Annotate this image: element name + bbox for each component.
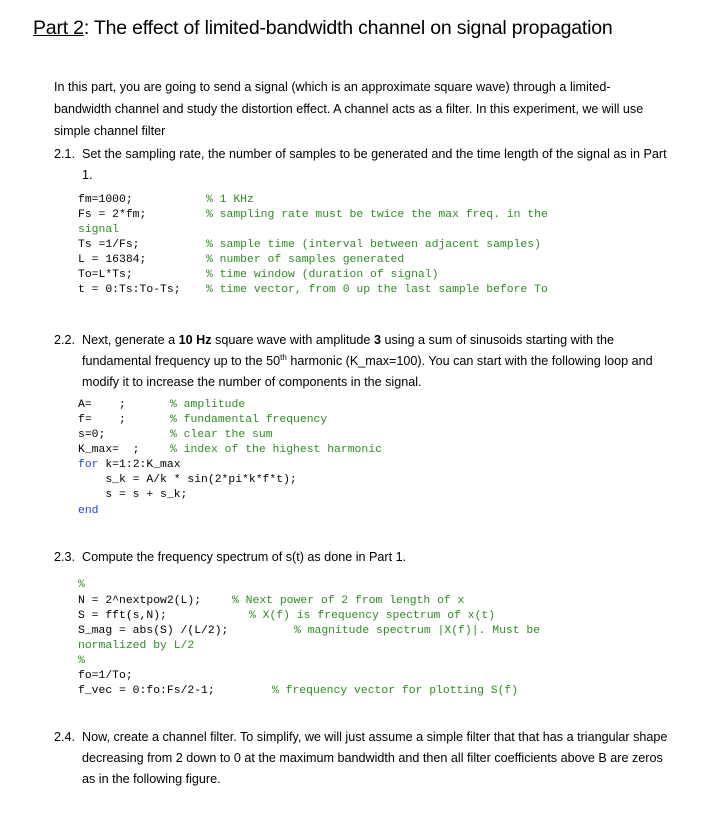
code-line: s_k = A/k * sin(2*pi*k*f*t); xyxy=(78,474,297,486)
code-line: A= ; xyxy=(78,399,126,411)
section-2-4 xyxy=(54,727,674,793)
code-line: Ts =1/Fs; xyxy=(78,239,140,251)
section-2-2 xyxy=(54,330,674,394)
code-line: Fs = 2*fm; xyxy=(78,209,147,221)
code-comment: % sampling rate must be twice the max freq. in the xyxy=(206,209,548,221)
code-line: fm=1000; xyxy=(78,194,133,206)
section-text: Now, create a channel filter. To simplify, we will just assume a simple filter that that has a triangular shape decreasing from 2 down to 0 at the maximum bandwidth and then all filter coefficients above B are zeros as in the following figure. xyxy=(82,730,668,786)
section-number: 2.3. xyxy=(54,550,76,564)
code-line: To=L*Ts; xyxy=(78,269,133,281)
intro-paragraph: In this part, you are going to send a signal (which is an approximate square wave) through a limited-bandwidth channel and study the distortion effect. A channel acts as a filter. In this experiment, we will use simple channel filter xyxy=(54,80,644,138)
code-line: s = s + s_k; xyxy=(78,489,188,501)
code-line: N = 2^nextpow2(L); xyxy=(78,595,202,607)
code-comment: % fundamental frequency xyxy=(170,414,328,426)
section-text: Set the sampling rate, the number of samples to be generated and the time length of the signal as in Part 1. xyxy=(82,147,667,182)
code-line: f_vec = 0:fo:Fs/2-1; xyxy=(78,685,215,697)
code-comment: % time vector, from 0 up the last sample before To xyxy=(206,284,548,296)
code-comment: % amplitude xyxy=(170,399,246,411)
code-comment: % clear the sum xyxy=(170,429,273,441)
code-line: t = 0:Ts:To-Ts; xyxy=(78,284,181,296)
code-line: signal xyxy=(78,224,120,236)
title-text: : The effect of limited-bandwidth channel on signal propagation xyxy=(83,17,613,39)
section-number: 2.1. xyxy=(54,147,76,161)
code-line: S_mag = abs(S) /(L/2); xyxy=(78,625,229,637)
code-line: for k=1:2:K_max xyxy=(78,459,181,471)
code-comment: % Next power of 2 from length of x xyxy=(232,595,465,607)
section-number: 2.2. xyxy=(54,333,76,347)
code-comment: % time window (duration of signal) xyxy=(206,269,439,281)
section-2-3 xyxy=(54,547,674,569)
code-line: normalized by L/2 xyxy=(78,640,195,652)
code-comment: % index of the highest harmonic xyxy=(170,444,382,456)
code-line: % xyxy=(78,655,85,667)
code-comment: % number of samples generated xyxy=(206,254,405,266)
page-title xyxy=(33,17,613,40)
code-line: S = fft(s,N); xyxy=(78,610,167,622)
section-2-1 xyxy=(54,144,674,188)
code-comment: % frequency vector for plotting S(f) xyxy=(272,685,519,697)
code-line: % xyxy=(78,579,85,591)
part-label: Part 2 xyxy=(33,17,84,39)
code-comment: % X(f) is frequency spectrum of x(t) xyxy=(249,610,496,622)
section-text: Compute the frequency spectrum of s(t) as done in Part 1. xyxy=(82,550,407,564)
code-comment: % sample time (interval between adjacent samples) xyxy=(206,239,541,251)
code-comment: % magnitude spectrum |X(f)|. Must be xyxy=(294,625,541,637)
code-comment: % 1 KHz xyxy=(206,194,254,206)
code-line: L = 16384; xyxy=(78,254,147,266)
code-line: fo=1/To; xyxy=(78,670,133,682)
section-text: Next, generate a 10 Hz square wave with amplitude 3 using a sum of sinusoids starting with the fundamental frequency up to the 50th harmonic (K_max=100). You can start with the following loop and modify it to increase the number of components in the signal. xyxy=(82,333,653,389)
code-line: K_max= ; xyxy=(78,444,140,456)
code-line: end xyxy=(78,505,99,517)
code-line: s=0; xyxy=(78,429,106,441)
code-line: f= ; xyxy=(78,414,126,426)
section-number: 2.4. xyxy=(54,730,76,744)
